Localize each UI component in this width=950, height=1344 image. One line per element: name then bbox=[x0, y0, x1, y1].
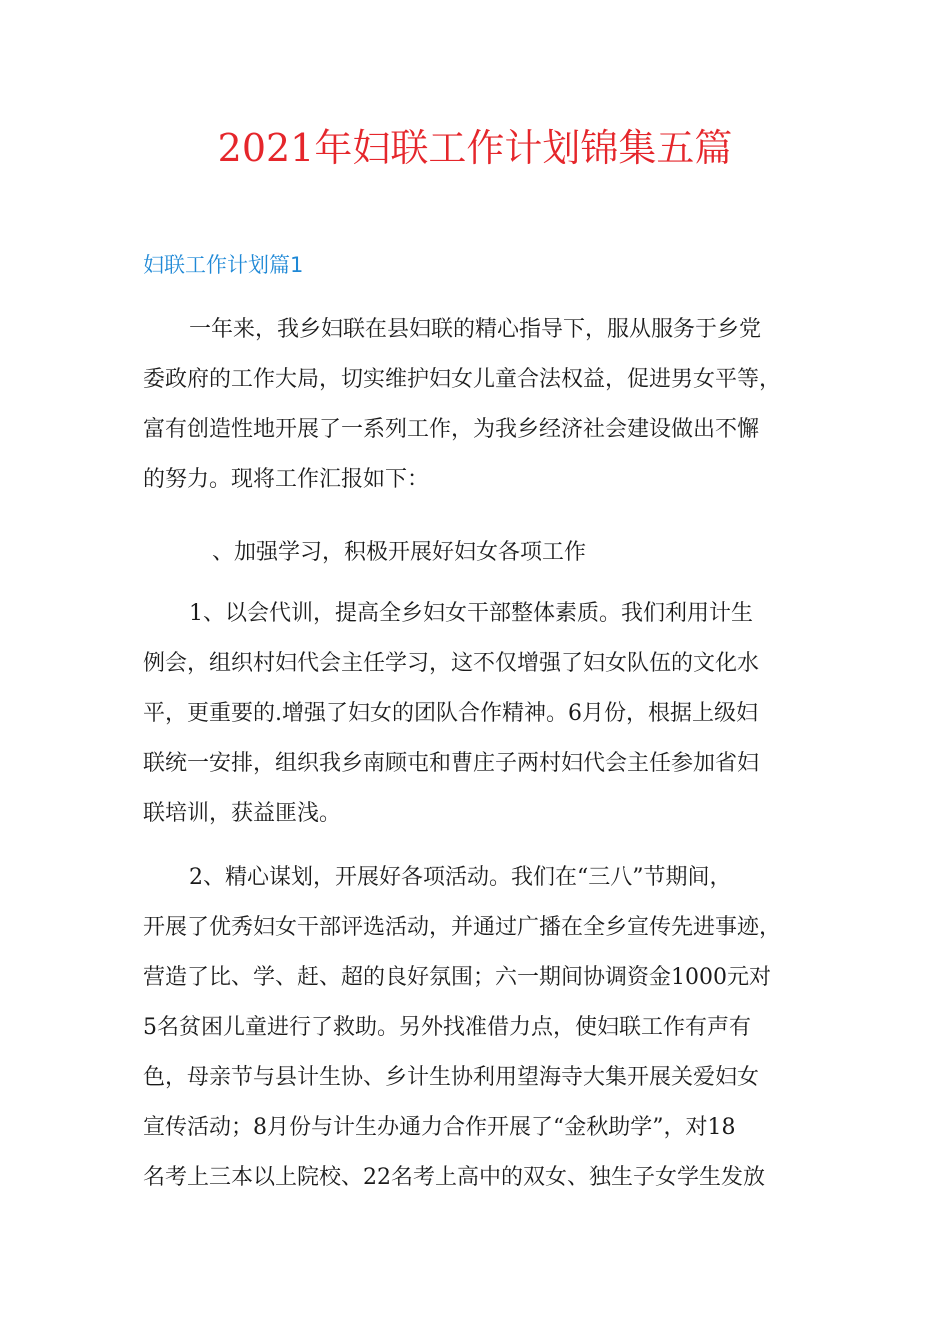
paragraph-line: 平，更重要的.增强了妇女的团队合作精神。6月份，根据上级妇 bbox=[143, 701, 758, 726]
paragraph-line: 1、以会代训，提高全乡妇女干部整体素质。我们利用计生 bbox=[189, 601, 753, 626]
paragraph-line: 开展了优秀妇女干部评选活动，并通过广播在全乡宣传先进事迹， bbox=[143, 915, 782, 940]
paragraph-line: 一年来，我乡妇联在县妇联的精心指导下，服从服务于乡党 bbox=[189, 317, 762, 342]
section-heading: 妇联工作计划篇1 bbox=[143, 253, 304, 277]
paragraph-line: 5名贫困儿童进行了救助。另外找准借力点，使妇联工作有声有 bbox=[143, 1015, 751, 1040]
paragraph-line: 宣传活动；8月份与计生办通力合作开展了“金秋助学”，对18 bbox=[143, 1115, 736, 1140]
paragraph-line: 例会，组织村妇代会主任学习，这不仅增强了妇女队伍的文化水 bbox=[143, 651, 760, 676]
item-1-paragraph bbox=[143, 589, 813, 839]
paragraph-line: 色，母亲节与县计生协、乡计生协利用望海寺大集开展关爱妇女 bbox=[143, 1065, 760, 1090]
paragraph-line: 富有创造性地开展了一系列工作，为我乡经济社会建设做出不懈 bbox=[143, 417, 760, 442]
paragraph-line: 名考上三本以上院校、22名考上高中的双女、独生子女学生发放 bbox=[143, 1165, 765, 1190]
paragraph-line: 联培训，获益匪浅。 bbox=[143, 801, 342, 826]
subheading-strengthen-learning: 、加强学习，积极开展好妇女各项工作 bbox=[212, 540, 587, 565]
intro-paragraph bbox=[143, 305, 813, 505]
paragraph-line: 联统一安排，组织我乡南顾屯和曹庄子两村妇代会主任参加省妇 bbox=[143, 751, 760, 776]
paragraph-line: 营造了比、学、赶、超的良好氛围；六一期间协调资金1000元对 bbox=[143, 965, 771, 990]
paragraph-line: 委政府的工作大局，切实维护妇女儿童合法权益，促进男女平等， bbox=[143, 367, 782, 392]
paragraph-line: 的努力。现将工作汇报如下： bbox=[143, 467, 430, 492]
document-title: 2021年妇联工作计划锦集五篇 bbox=[217, 126, 733, 170]
item-2-paragraph bbox=[143, 853, 813, 1203]
paragraph-line: 2、精心谋划，开展好各项活动。我们在“三八”节期间， bbox=[189, 865, 732, 890]
